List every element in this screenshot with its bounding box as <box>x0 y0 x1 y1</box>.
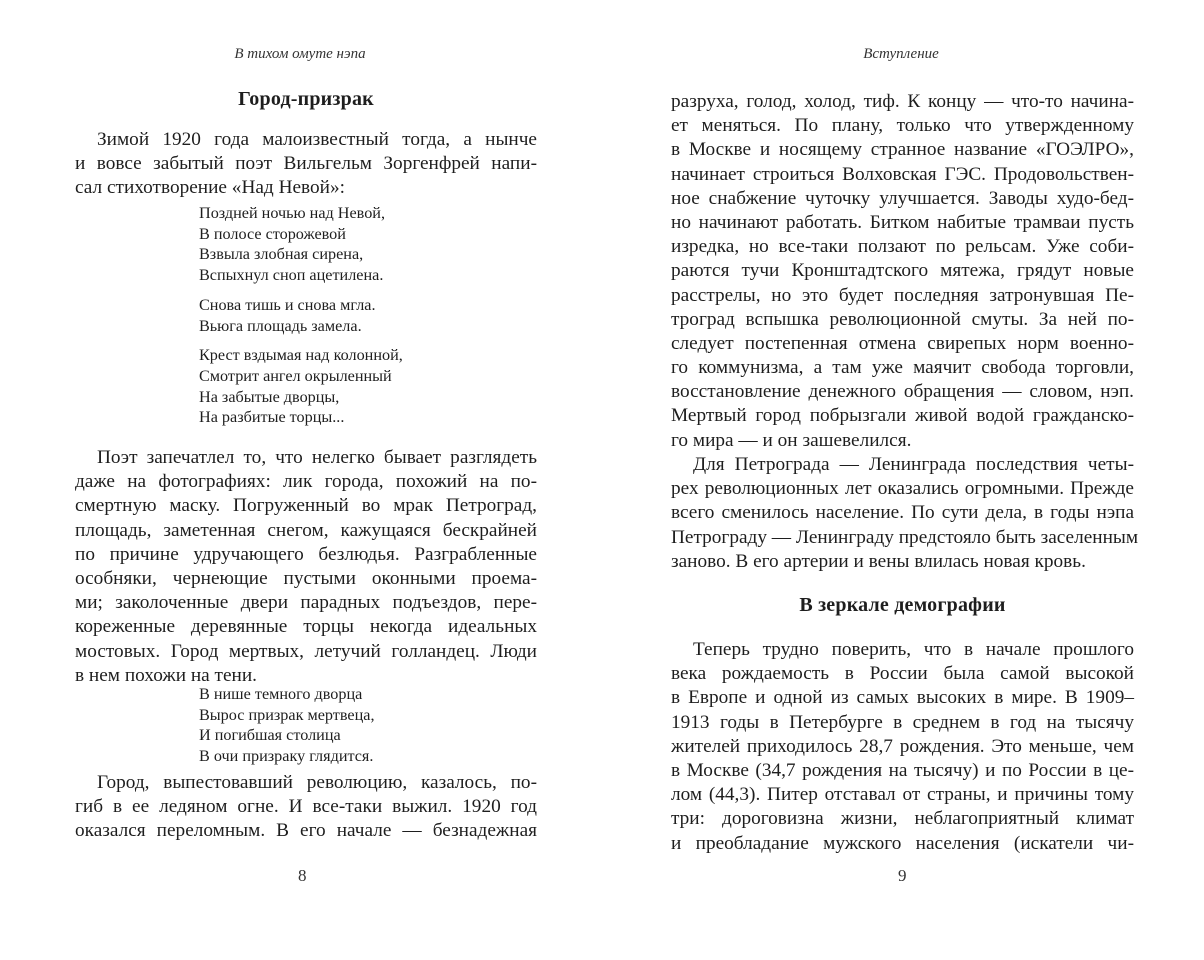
text-line: разруха, голод, холод, тиф. К концу — что-то начина- <box>671 91 1134 112</box>
text-line: Город, выпестовавший революцию, казалось, по- <box>97 772 537 793</box>
text-line: го мира — и он зашевелился. <box>671 429 912 451</box>
right-page <box>602 0 1204 960</box>
paragraph <box>75 446 537 688</box>
text-line: и вовсе забытый поэт Вильгельм Зоргенфрей напи- <box>75 153 537 175</box>
section-title: Город-призрак <box>238 88 374 110</box>
text-line: но начинают работать. Битком набитые трамваи пусть <box>671 211 1134 233</box>
text-line: всего сменилось население. По сути дела, в годы нэпа <box>671 502 1134 524</box>
text-line: заново. В его артерии и вены влилась новая кровь. <box>671 550 1086 572</box>
text-line: смертную маску. Погруженный во мрак Петроград, <box>75 495 537 517</box>
text-line: в Европе и одной из самых высоких в мире. В 1909– <box>671 687 1134 709</box>
text-line: изредка, но все-таки ползают по рельсам. Уже соби- <box>671 236 1134 258</box>
text-line: го коммунизма, а там уже маячит свобода торговли, <box>671 357 1134 379</box>
text-line: по причине удручающего безлюдья. Разграбленные <box>75 543 537 565</box>
poem-line: Взвыла злобная сирена, <box>199 245 364 264</box>
text-line: следует постепенная отмена свирепых норм военно- <box>671 332 1134 354</box>
paragraph <box>671 90 1134 453</box>
poem-line: В полосе сторожевой <box>199 224 346 243</box>
poem-line: На забытые дворцы, <box>199 387 340 406</box>
text-line: Зимой 1920 года малоизвестный тогда, а нынче <box>97 129 537 150</box>
text-line: в нем похожи на тени. <box>75 664 257 686</box>
poem-line: В нише темного дворца <box>199 685 363 703</box>
poem-line: Смотрит ангел окрыленный <box>199 366 392 385</box>
text-line: особняки, чернеющие пустыми оконными проема- <box>75 567 537 589</box>
text-line: в Москве и носящему странное название «ГОЭЛРО», <box>671 139 1134 161</box>
running-head: Вступление <box>863 46 939 62</box>
text-line: рех революционных лет оказались огромными. Прежде <box>671 478 1134 500</box>
text-line: и преобладание мужского населения (искатели чи- <box>671 832 1134 854</box>
poem-line: Крест вздымая над колонной, <box>199 346 403 365</box>
text-line: лом (44,3). Питер отставал от страны, и причины тому <box>671 784 1134 806</box>
text-line: 1913 годы в Петербурге в среднем в год на тысячу <box>671 711 1134 733</box>
text-line: троград вспышка революционной смуты. За ней по- <box>671 308 1134 330</box>
paragraph <box>671 638 1134 856</box>
text-line: века рождаемость в России была самой высокой <box>671 663 1134 685</box>
poem-line: Вырос призрак мертвеца, <box>199 705 375 724</box>
page-number: 9 <box>898 866 907 885</box>
text-line: гиб в ее ледяном огне. И все-таки выжил. 1920 год <box>75 796 537 818</box>
text-line: жителей приходилось 28,7 рождения. Это меньше, чем <box>671 735 1134 757</box>
poem-line: В очи призраку глядится. <box>199 747 374 766</box>
text-line: сал стихотворение «Над Невой»: <box>75 177 345 199</box>
text-line: Теперь трудно поверить, что в начале прошлого <box>693 639 1134 660</box>
text-line: расстрелы, но это будет последняя затронувшая Пе- <box>671 284 1134 306</box>
poem-line: Поздней ночью над Невой, <box>199 204 386 222</box>
text-line: кореженные деревянные торцы некогда идеальных <box>75 616 537 638</box>
text-line: ное снабжение чуточку улучшается. Заводы худо-бед- <box>671 187 1134 209</box>
running-head: В тихом омуте нэпа <box>234 46 366 62</box>
poem-line: На разбитые торцы... <box>199 408 345 427</box>
page-number: 8 <box>298 866 307 885</box>
text-line: три: дороговизна жизни, неблагоприятный климат <box>671 808 1134 830</box>
text-line: Поэт запечатлел то, что нелегко бывает разглядеть <box>97 447 537 468</box>
text-line: даже на фотографиях: лик города, похожий на по- <box>75 471 537 493</box>
text-line: в Москве (34,7 рождения на тысячу) и по России в це- <box>671 759 1134 781</box>
paragraph <box>75 128 537 201</box>
text-line: раются тучи Кронштадтского мятежа, грядут новые <box>671 260 1134 282</box>
text-line: Петрограду — Ленинграду предстояло быть заселенным <box>671 526 1139 548</box>
text-line: мостовых. Город мертвых, летучий голландец. Люди <box>75 640 537 662</box>
paragraph <box>75 771 537 844</box>
text-line: Для Петрограда — Ленинграда последствия четы- <box>693 454 1134 475</box>
text-line: оказался переломным. В его начале — безнадежная <box>75 820 537 842</box>
poem-line: И погибшая столица <box>199 726 341 745</box>
text-line: ми; заколоченные двери парадных подъездов, пере- <box>75 592 537 614</box>
text-line: начинает строиться Волховская ГЭС. Продовольствен- <box>671 163 1134 185</box>
text-line: ет меняться. По плану, только что утвержденному <box>671 115 1134 137</box>
poem-stanza <box>199 203 403 286</box>
poem-excerpt <box>199 684 375 767</box>
poem-excerpt <box>199 203 403 437</box>
text-line: восстановление денежного обращения — словом, нэп. <box>671 381 1134 403</box>
poem-line: Вспыхнул сноп ацетилена. <box>199 266 384 285</box>
section-title: В зеркале демографии <box>799 594 1006 616</box>
poem-line: Вьюга площадь замела. <box>199 316 362 335</box>
text-line: Мертвый город побрызгали живой водой гражданско- <box>671 405 1134 427</box>
poem-stanza <box>199 345 403 428</box>
poem-line: Снова тишь и снова мгла. <box>199 295 376 314</box>
poem-stanza <box>199 295 403 336</box>
paragraph <box>671 453 1139 574</box>
text-line: площадь, заметенная снегом, кажущаяся бескрайней <box>75 519 537 541</box>
